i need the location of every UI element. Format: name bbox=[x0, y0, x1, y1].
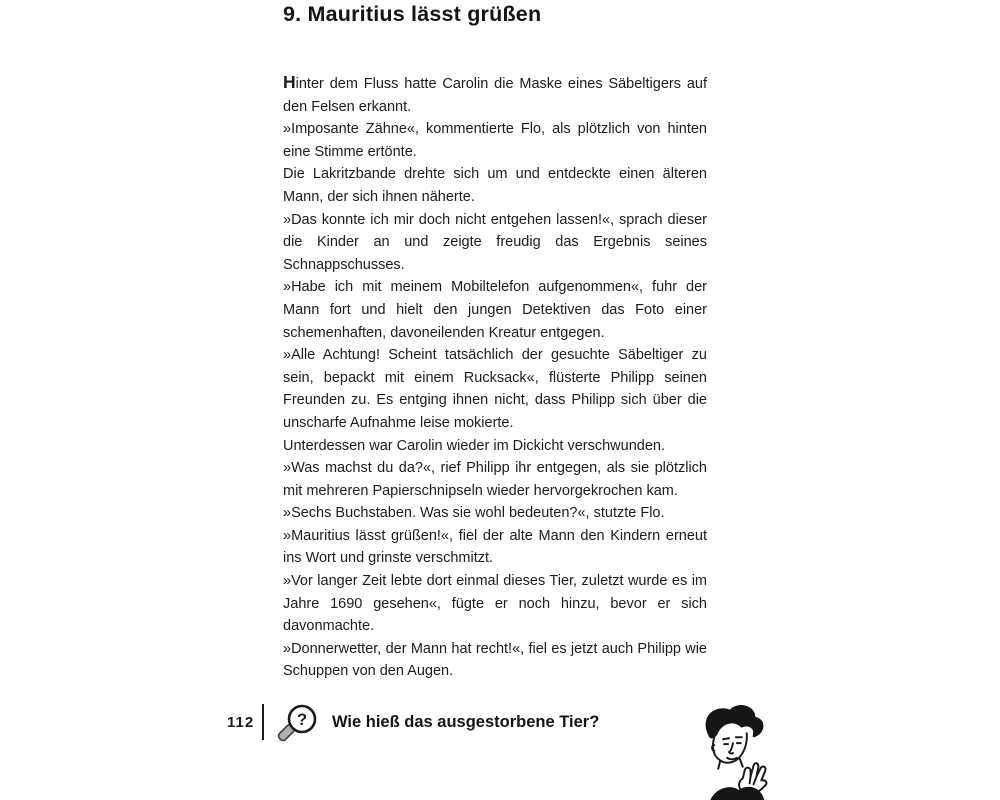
paragraph: »Was machst du da?«, rief Philipp ihr entgegen, als sie plötzlich mit mehreren Papierschnipseln wieder hervorgekrochen kam. bbox=[283, 460, 707, 499]
paragraph: »Vor langer Zeit lebte dort einmal dieses Tier, zuletzt wurde es im Jahre 1690 gesehen«, fügte er noch hinzu, bevor er sich davonmachte. bbox=[283, 573, 707, 635]
paragraph: »Alle Achtung! Scheint tatsächlich der gesuchte Säbeltiger zu sein, bepackt mit einem Rucksack«, flüsterte Philipp seinen Freunden zu. Es entging ihnen nicht, dass Philipp sich über die unscharfe Aufnahme leise mokierte. bbox=[283, 347, 707, 431]
paragraph: »Sechs Buchstaben. Was sie wohl bedeuten?«, stutzte Flo. bbox=[283, 505, 665, 522]
paragraph: »Habe ich mit meinem Mobiltelefon aufgenommen«, fuhr der Mann fort und hielt den jungen Detektiven das Foto einer schemenhaften, davoneilenden Kreatur entgegen. bbox=[283, 279, 707, 341]
chapter-title: 9. Mauritius lässt grüßen bbox=[283, 2, 542, 26]
body-text bbox=[283, 71, 707, 683]
page-number: 112 bbox=[227, 713, 255, 731]
magnifier-question-icon bbox=[278, 702, 326, 748]
question-icon-glyph: ? bbox=[296, 711, 308, 729]
boy-illustration bbox=[683, 702, 778, 800]
footer bbox=[227, 698, 599, 746]
question-text: Wie hieß das ausgestorbene Tier? bbox=[332, 712, 600, 731]
paragraph: »Das konnte ich mir doch nicht entgehen lassen!«, sprach dieser die Kinder an und zeigte freudig das Ergebnis seines Schnappschusses. bbox=[283, 211, 707, 273]
paragraph-text: inter dem Fluss hatte Carolin die Maske eines Säbeltigers auf den Felsen erkannt. bbox=[283, 76, 707, 115]
paragraph: »Donnerwetter, der Mann hat recht!«, fiel es jetzt auch Philipp wie Schuppen von den Augen. bbox=[283, 640, 707, 680]
paragraph: »Mauritius lässt grüßen!«, fiel der alte Mann den Kindern erneut ins Wort und grinste verschmitzt. bbox=[283, 527, 707, 567]
paragraph bbox=[283, 71, 707, 118]
text-column bbox=[283, 2, 707, 683]
paragraph: Die Lakritzbande drehte sich um und entdeckte einen älteren Mann, der sich ihnen näherte. bbox=[283, 166, 707, 205]
paragraph: »Imposante Zähne«, kommentierte Flo, als plötzlich von hinten eine Stimme ertönte. bbox=[283, 121, 707, 160]
drop-cap: H bbox=[283, 72, 296, 92]
footer-divider bbox=[262, 704, 264, 740]
paragraph: Unterdessen war Carolin wieder im Dickicht verschwunden. bbox=[283, 437, 665, 454]
